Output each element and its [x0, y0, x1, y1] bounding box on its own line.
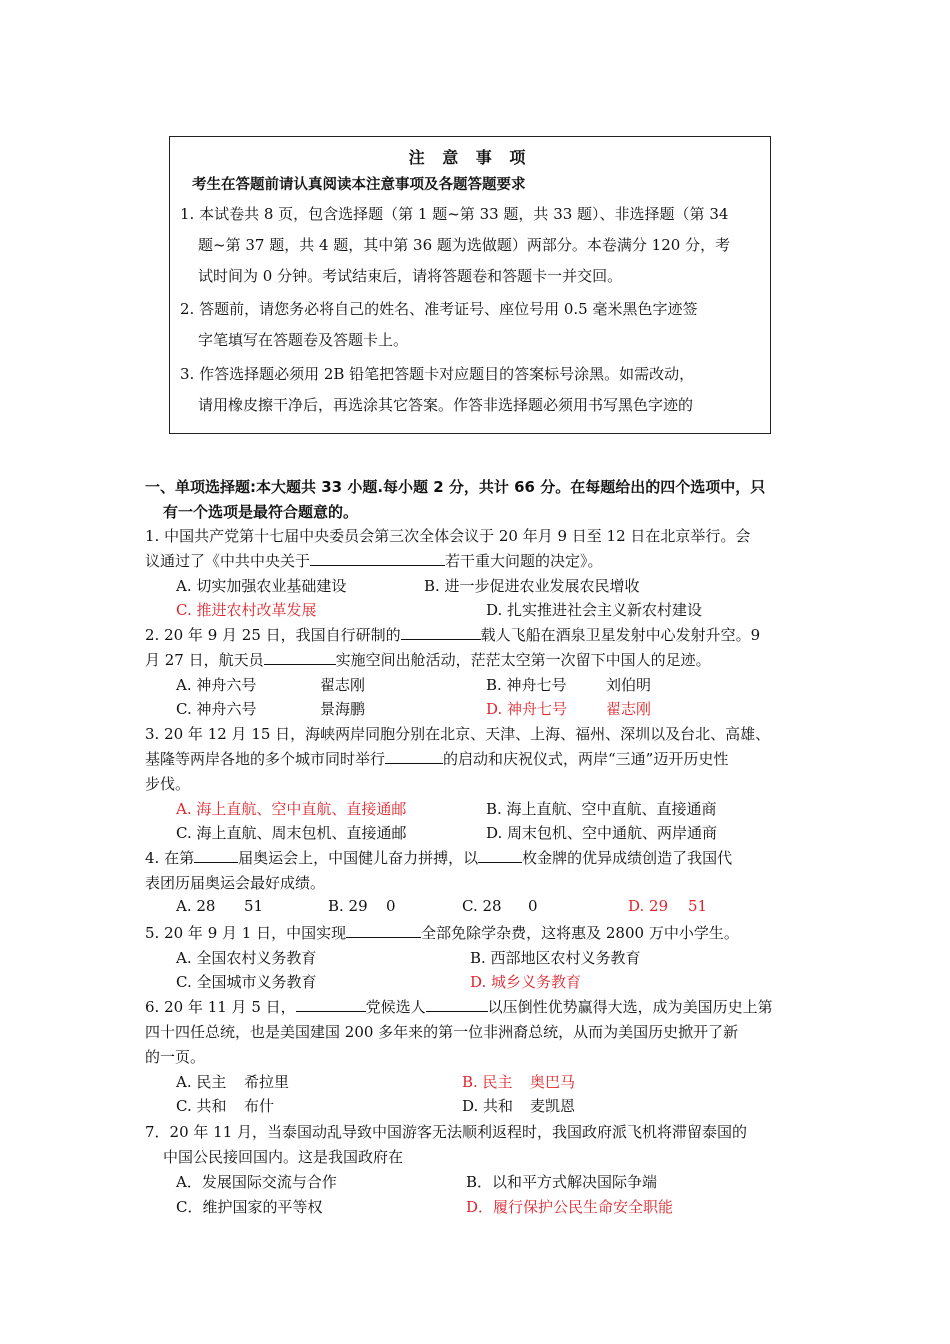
q7-stem-cont: 中国公民接回国内。这是我国政府在	[163, 1148, 404, 1166]
q1-stem-text: 议通过了《中共中央关于	[145, 552, 311, 570]
q2-option-a: A. 神舟六号	[176, 676, 257, 694]
q4-option-c-count: 0	[528, 897, 538, 915]
notice-item-2	[180, 294, 764, 356]
answer-blank	[194, 848, 238, 863]
q4-option-c: C. 28	[462, 897, 502, 915]
q3-stem: 3. 20 年 12 月 15 日，海峡两岸同胞分别在北京、天津、上海、福州、深圳以及台北、高雄、	[145, 725, 771, 743]
q7-stem: 7．20 年 11 月，当泰国动乱导致中国游客无法顺利返程时，我国政府派飞机将滞留泰国的	[145, 1123, 748, 1141]
q6-option-c-name: 布什	[244, 1097, 275, 1115]
q2-option-b: B. 神舟七号	[486, 676, 567, 694]
q6-option-c: C. 共和	[176, 1097, 227, 1115]
q6-stem-end: 的一页。	[145, 1048, 206, 1066]
q4-option-a: A. 28	[176, 897, 216, 915]
q6-stem-text: 党候选人	[365, 998, 426, 1016]
answer-blank	[385, 749, 443, 764]
q3-option-c: C. 海上直航、周末包机、直接通邮	[176, 824, 407, 842]
q6-stem-cont: 四十四任总统，也是美国建国 200 多年来的第一位非洲裔总统，从而为美国历史掀开了新	[145, 1023, 739, 1041]
q2-stem-text: 载人飞船在酒泉卫星发射中心发射升空。9	[480, 626, 761, 644]
answer-blank	[426, 997, 488, 1012]
answer-blank	[296, 997, 366, 1012]
q1-option-a: A. 切实加强农业基础建设	[176, 577, 347, 595]
notice-item-1	[180, 199, 764, 292]
q4-stem-cont: 表团历届奥运会最好成绩。	[145, 874, 326, 892]
q2-stem-text: 实施空间出舱活动，茫茫太空第一次留下中国人的足迹。	[335, 651, 711, 669]
q4-stem-text: 届奥运会上，中国健儿奋力拼搏，以	[238, 849, 479, 867]
q7-option-d: D．履行保护公民生命安全职能	[466, 1198, 674, 1216]
q2-option-d-name: 翟志刚	[606, 700, 652, 718]
q5-option-c: C. 全国城市义务教育	[176, 973, 317, 991]
answer-blank	[264, 650, 336, 665]
q1-option-c: C. 推进农村改革发展	[176, 601, 317, 619]
q6-option-b: B. 民主	[462, 1073, 513, 1091]
notice-line: 题~第 37 题，共 4 题，其中第 36 题为选做题）两部分。本卷满分 120 分，考	[198, 236, 731, 254]
notice-box	[169, 136, 771, 434]
q3-stem-text: 基隆等两岸各地的多个城市同时举行	[145, 750, 386, 768]
q6-option-d: D. 共和	[462, 1097, 514, 1115]
notice-line: 2. 答题前，请您务必将自己的姓名、准考证号、座位号用 0.5 毫米黑色字迹签	[180, 300, 698, 318]
q6-option-a-name: 希拉里	[244, 1073, 290, 1091]
q1-stem-cont	[145, 550, 603, 571]
section-heading: 一、单项选择题:本大题共 33 小题.每小题 2 分，共计 66 分。在每题给出的四个选项中，只	[145, 478, 766, 496]
notice-line: 请用橡皮擦干净后，再选涂其它答案。作答非选择题必须用书写黑色字迹的	[198, 396, 694, 414]
q3-stem-end: 步伐。	[145, 775, 191, 793]
answer-blank	[401, 625, 481, 640]
q3-stem-cont	[145, 748, 728, 769]
q3-stem-text: 的启动和庆祝仪式，两岸“三通”迈开历史性	[443, 750, 729, 768]
q4-option-b-count: 0	[386, 897, 396, 915]
answer-blank	[310, 551, 445, 566]
q2-option-c-name: 景海鹏	[320, 700, 366, 718]
q5-option-d: D. 城乡义务教育	[470, 973, 582, 991]
answer-blank	[478, 848, 522, 863]
notice-line: 字笔填写在答题卷及答题卡上。	[198, 331, 409, 349]
notice-title: 注 意 事 项	[408, 148, 532, 167]
answer-blank	[346, 923, 421, 938]
q5-option-b: B. 西部地区农村义务教育	[470, 949, 641, 967]
notice-line: 试时间为 0 分钟。考试结束后，请将答题卷和答题卡一并交回。	[198, 267, 623, 285]
q4-option-a-count: 51	[244, 897, 264, 915]
q2-option-a-name: 翟志刚	[320, 676, 366, 694]
q4-stem-text: 枚金牌的优异成绩创造了我国代	[522, 849, 733, 867]
q2-option-b-name: 刘伯明	[606, 676, 652, 694]
q1-option-b: B. 进一步促进农业发展农民增收	[424, 577, 640, 595]
q6-stem-text: 6. 20 年 11 月 5 日，	[145, 998, 296, 1016]
notice-line: 3. 作答选择题必须用 2B 铅笔把答题卡对应题目的答案标号涂黑。如需改动，	[180, 365, 695, 383]
q4-option-d: D. 29	[628, 897, 669, 915]
q3-option-b: B. 海上直航、空中直航、直接通商	[486, 800, 717, 818]
q3-option-d: D. 周末包机、空中通航、两岸通商	[486, 824, 718, 842]
q7-option-c: C．维护国家的平等权	[176, 1198, 323, 1216]
q6-stem-text: 以压倒性优势赢得大选，成为美国历史上第	[487, 998, 773, 1016]
q2-option-c: C. 神舟六号	[176, 700, 257, 718]
q6-option-b-name: 奥巴马	[530, 1073, 576, 1091]
q6-option-d-name: 麦凯恩	[530, 1097, 576, 1115]
q4-stem	[145, 847, 732, 868]
notice-item-3	[180, 359, 764, 421]
q1-stem: 1. 中国共产党第十七届中央委员会第三次全体会议于 20 年月 9 日至 12 日在北京举行。会	[145, 527, 751, 545]
q2-stem-cont	[145, 649, 711, 670]
q2-stem	[145, 624, 760, 645]
q6-option-a: A. 民主	[176, 1073, 227, 1091]
q4-option-d-count: 51	[688, 897, 708, 915]
q4-stem-text: 4. 在第	[145, 849, 195, 867]
q2-option-d: D. 神舟七号	[486, 700, 568, 718]
notice-subtitle: 考生在答题前请认真阅读本注意事项及各题答题要求	[192, 177, 526, 193]
q3-option-a: A. 海上直航、空中直航、直接通邮	[176, 800, 407, 818]
notice-line: 1. 本试卷共 8 页，包含选择题（第 1 题~第 33 题，共 33 题）、非选择题（第 34	[180, 205, 729, 223]
q5-stem-text: 全部免除学杂费，这将惠及 2800 万中小学生。	[421, 924, 739, 942]
q2-stem-text: 月 27 日，航天员	[145, 651, 264, 669]
q5-option-a: A. 全国农村义务教育	[176, 949, 317, 967]
q4-option-b: B. 29	[328, 897, 368, 915]
q6-stem	[145, 996, 773, 1017]
q5-stem-text: 5. 20 年 9 月 1 日，中国实现	[145, 924, 347, 942]
q5-stem	[145, 922, 739, 943]
q1-option-d: D. 扎实推进社会主义新农村建设	[486, 601, 703, 619]
q7-option-b: B．以和平方式解决国际争端	[466, 1173, 658, 1191]
q7-option-a: A．发展国际交流与合作	[176, 1173, 337, 1191]
q2-stem-text: 2. 20 年 9 月 25 日，我国自行研制的	[145, 626, 401, 644]
section-heading-cont: 有一个选项是最符合题意的。	[163, 503, 359, 521]
q1-stem-text: 若干重大问题的决定》。	[445, 552, 603, 570]
